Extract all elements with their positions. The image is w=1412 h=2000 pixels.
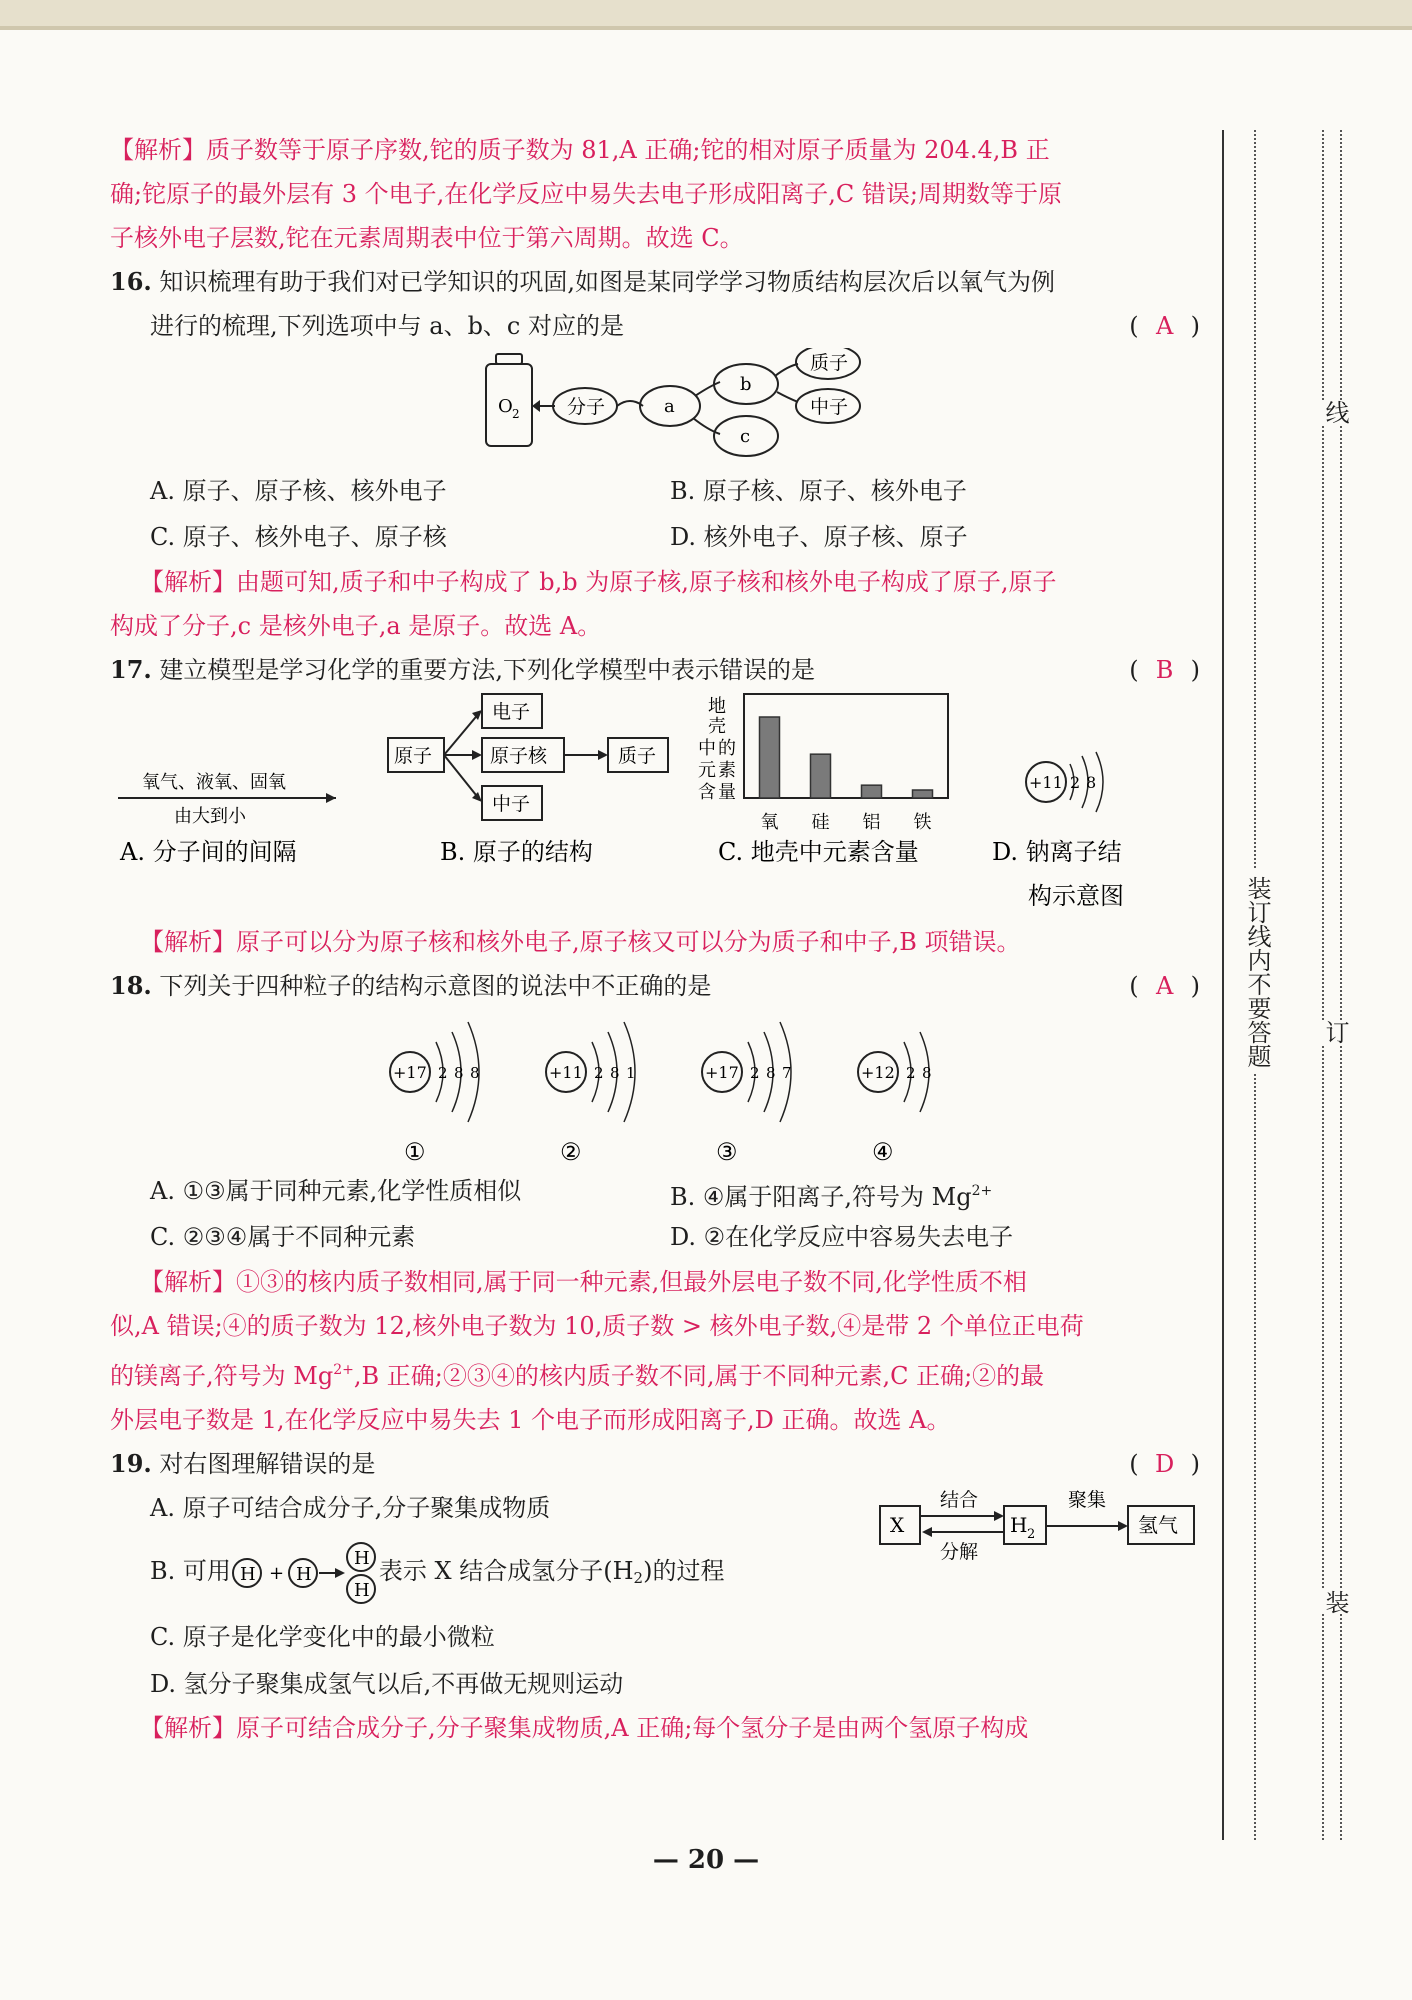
q18-particles — [110, 1008, 1200, 1168]
analysis-line: 外层电子数是 1,在化学反应中易失去 1 个电子而形成阳离子,D 正确。故选 A。 — [110, 1406, 951, 1434]
hydrogen-combine-icon — [231, 1537, 379, 1609]
bar-category-label: 氧 — [760, 812, 779, 833]
answer-bracket: ( A ) — [1129, 964, 1200, 1008]
margin-notice: 装订线内不要答题 — [1240, 870, 1275, 1074]
bar — [913, 790, 933, 798]
binding-margin — [1222, 130, 1352, 1840]
bar-category-label: 硅 — [811, 812, 830, 833]
box-atom-label: 原子 — [394, 745, 433, 767]
analysis-line — [110, 1706, 1200, 1750]
shell-count: 2 — [594, 1064, 604, 1082]
h-atom: H — [353, 1547, 370, 1569]
node-fenzi-label: 分子 — [567, 396, 606, 418]
question-text: 对右图理解错误的是 — [159, 1450, 376, 1478]
ylabel-char: 中 — [698, 738, 716, 759]
h-atom: H — [239, 1563, 256, 1585]
analysis-tag: 【解析】 — [110, 136, 206, 164]
options-row — [110, 514, 1200, 560]
question-number: 19. — [110, 1449, 152, 1478]
superscript: 2+ — [333, 1362, 354, 1378]
superscript: 2+ — [971, 1183, 993, 1199]
option-b-text: 表示 X 结合成氢分子(H — [378, 1557, 634, 1585]
o2-label: O — [498, 396, 513, 417]
ylabel-char: 地 — [708, 696, 726, 717]
nucleus-label: +12 — [861, 1063, 895, 1082]
question-18 — [110, 964, 1200, 1442]
shell-count: 8 — [610, 1064, 620, 1082]
question-text: 知识梳理有助于我们对已学知识的巩固,如图是某同学学习物质结构层次后以氧气为例 — [159, 268, 1056, 296]
bar — [760, 717, 780, 798]
question-stem — [110, 648, 1200, 692]
analysis-text: 的镁离子,符号为 Mg — [110, 1362, 334, 1390]
node-c-label: c — [740, 426, 751, 447]
shell-count: 8 — [922, 1064, 932, 1082]
figA-caption: A. 分子间的间隔 — [120, 838, 297, 866]
answer-letter: D — [1155, 1450, 1175, 1478]
decompose-label: 分解 — [940, 1541, 979, 1563]
question-stem — [110, 1442, 1200, 1486]
box-neutron-label: 中子 — [492, 793, 531, 815]
analysis-line — [110, 560, 1200, 604]
margin-zhuang: 装 — [1318, 1590, 1353, 1614]
ylabel-char: 含 — [698, 782, 716, 803]
nucleus-label: +11 — [1029, 773, 1063, 792]
figD-caption: 构示意图 — [1028, 882, 1124, 910]
bar — [862, 785, 882, 798]
shell-count: 1 — [626, 1064, 636, 1082]
margin-dotted-line — [1322, 130, 1324, 1840]
question-17 — [110, 648, 1200, 964]
top-border-shadow — [0, 26, 1412, 30]
particle-diagram — [546, 1022, 636, 1166]
options-row — [110, 1214, 1200, 1260]
crust-element-chart — [698, 694, 948, 833]
particle-label: ① — [404, 1138, 426, 1166]
figC-caption: C. 地壳中元素含量 — [718, 838, 919, 866]
question-19 — [110, 1442, 1200, 1750]
ylabel-char: 元 — [698, 760, 716, 781]
box-x-label: X — [890, 1513, 905, 1537]
shell-count: 8 — [454, 1064, 464, 1082]
question-text: 进行的梳理,下列选项中与 a、b、c 对应的是 — [150, 312, 624, 340]
answer-bracket: ( B ) — [1129, 648, 1200, 692]
page-number: — 20 — — [652, 1845, 760, 1875]
node-zhongzi-label: 中子 — [810, 396, 849, 418]
particle-label: ② — [560, 1138, 582, 1166]
bar-category-label: 铝 — [862, 812, 881, 833]
option-a: A. ①③属于同种元素,化学性质相似 — [150, 1177, 522, 1205]
option-b: B. 原子核、原子、核外电子 — [670, 477, 967, 505]
nucleus-label: +17 — [705, 1063, 739, 1082]
answer-bracket: ( D ) — [1129, 1442, 1200, 1486]
sodium-ion-diagram — [1026, 752, 1103, 812]
option-c: C. 原子、核外电子、原子核 — [150, 523, 447, 551]
margin-solid-line — [1222, 130, 1224, 1840]
analysis-text: 原子可结合成分子,分子聚集成物质,A 正确;每个氢分子是由两个氢原子构成 — [236, 1714, 1029, 1742]
option-b-text: B. 可用 — [150, 1557, 231, 1585]
ylabel-char: 的 — [718, 738, 736, 759]
h-atom: H — [295, 1563, 312, 1585]
option-a: A. 原子可结合成分子,分子聚集成物质 — [150, 1494, 551, 1522]
ylabel-char: 量 — [718, 782, 736, 803]
analysis-line: 似,A 错误;④的质子数为 12,核外电子数为 10,质子数 > 核外电子数,④是带 2 个单位正电荷 — [110, 1312, 1084, 1340]
box-nucleus-label: 原子核 — [490, 745, 548, 767]
option-b — [110, 1530, 1200, 1612]
option-b — [670, 1168, 992, 1220]
analysis-tag: 【解析】 — [140, 1268, 236, 1296]
option-d: D. ②在化学反应中容易失去电子 — [670, 1223, 1014, 1251]
particle-label: ④ — [872, 1138, 894, 1166]
svg-text:+: + — [268, 1562, 284, 1584]
bar — [811, 754, 831, 798]
option-c: C. ②③④属于不同种元素 — [150, 1223, 416, 1251]
analysis-line: 子核外电子层数,铊在元素周期表中位于第六周期。故选 C。 — [110, 224, 744, 252]
option-d: D. 核外电子、原子核、原子 — [670, 523, 968, 551]
analysis-text: ,B 正确;②③④的核内质子数不同,属于不同种元素,C 正确;②的最 — [353, 1362, 1045, 1390]
particle-diagram — [858, 1032, 932, 1166]
answer-letter: A — [1155, 972, 1174, 1000]
analysis-tag: 【解析】 — [140, 568, 236, 596]
question-number: 16. — [110, 267, 152, 296]
analysis-line — [110, 1348, 1200, 1398]
box-electron-label: 电子 — [492, 701, 531, 723]
figA-top: 氧气、液氧、固氧 — [142, 772, 286, 793]
combine-label: 结合 — [940, 1489, 979, 1511]
figD-caption: D. 钠离子结 — [992, 838, 1122, 866]
node-zhizi-label: 质子 — [810, 352, 849, 374]
analysis-prev — [110, 128, 1200, 260]
q17-figures — [110, 692, 1200, 920]
option-b-text: B. ④属于阳离子,符号为 Mg — [670, 1183, 972, 1211]
answer-bracket: ( A ) — [1129, 304, 1200, 348]
question-16 — [110, 260, 1200, 648]
analysis-line: 确;铊原子的最外层有 3 个电子,在化学反应中易失去电子形成阳离子,C 错误;周期数等于原 — [110, 180, 1062, 208]
particle-diagram — [390, 1022, 480, 1166]
box-h2-label: H — [1010, 1513, 1028, 1537]
node-a-label: a — [664, 396, 675, 417]
top-border-band — [0, 0, 1412, 26]
ylabel-char: 壳 — [708, 716, 726, 737]
page-content — [110, 128, 1200, 1750]
bar-category-label: 铁 — [913, 812, 932, 833]
figB-caption: B. 原子的结构 — [440, 838, 593, 866]
analysis-line — [110, 1260, 1200, 1304]
shell-count: 2 — [1070, 773, 1081, 792]
analysis-text: 原子可以分为原子核和核外电子,原子核又可以分为质子和中子,B 项错误。 — [236, 928, 1021, 956]
particle-label: ③ — [716, 1138, 738, 1166]
question-number: 18. — [110, 971, 152, 1000]
analysis-text: ①③的核内质子数相同,属于同一种元素,但最外层电子数不同,化学性质不相 — [236, 1268, 1027, 1296]
option-c: C. 原子是化学变化中的最小微粒 — [150, 1623, 495, 1651]
option-d: D. 氢分子聚集成氢气以后,不再做无规则运动 — [150, 1670, 624, 1698]
box-proton-label: 质子 — [618, 745, 657, 767]
box-h2-subscript: 2 — [1027, 1527, 1036, 1542]
analysis-line — [110, 128, 1200, 172]
shell-count: 2 — [906, 1064, 916, 1082]
analysis-line: 构成了分子,c 是核外电子,a 是原子。故选 A。 — [110, 612, 602, 640]
margin-ding: 订 — [1318, 1020, 1353, 1044]
shell-count: 2 — [438, 1064, 448, 1082]
option-b-text: )的过程 — [643, 1557, 725, 1585]
question-stem — [110, 964, 1200, 1008]
shell-count: 8 — [766, 1064, 776, 1082]
question-text: 下列关于四种粒子的结构示意图的说法中不正确的是 — [159, 972, 712, 1000]
q16-diagram — [110, 348, 1200, 468]
option-a: A. 原子、原子核、核外电子 — [150, 477, 447, 505]
box-hydrogen-label: 氢气 — [1138, 1513, 1178, 1537]
h-atom: H — [353, 1579, 370, 1601]
ylabel-char: 素 — [718, 760, 736, 781]
options-row — [110, 1168, 1200, 1214]
nucleus-label: +11 — [549, 1063, 583, 1082]
particle-diagram — [702, 1022, 792, 1166]
analysis-tag: 【解析】 — [140, 928, 236, 956]
margin-xian: 线 — [1318, 400, 1353, 424]
margin-dotted-line — [1340, 130, 1342, 1840]
options-row — [110, 468, 1200, 514]
answer-letter: B — [1155, 656, 1174, 684]
analysis-tag: 【解析】 — [140, 1714, 236, 1742]
nucleus-label: +17 — [393, 1063, 427, 1082]
subscript: 2 — [633, 1569, 644, 1587]
question-number: 17. — [110, 655, 152, 684]
shell-count: 8 — [470, 1064, 480, 1082]
question-text: 建立模型是学习化学的重要方法,下列化学模型中表示错误的是 — [159, 656, 816, 684]
analysis-text: 由题可知,质子和中子构成了 b,b 为原子核,原子核和核外电子构成了原子,原子 — [236, 568, 1057, 596]
shell-count: 7 — [782, 1064, 792, 1082]
shell-count: 8 — [1086, 773, 1097, 792]
node-b-label: b — [740, 374, 752, 395]
analysis-text: 质子数等于原子序数,铊的质子数为 81,A 正确;铊的相对原子质量为 204.4,B 正 — [206, 136, 1050, 164]
figA-bottom: 由大到小 — [174, 806, 246, 827]
question-stem — [110, 304, 1200, 348]
question-stem — [110, 260, 1200, 304]
o2-subscript: 2 — [512, 407, 520, 421]
analysis-line — [110, 920, 1200, 964]
gather-label: 聚集 — [1068, 1489, 1107, 1511]
answer-letter: A — [1155, 312, 1174, 340]
shell-count: 2 — [750, 1064, 760, 1082]
